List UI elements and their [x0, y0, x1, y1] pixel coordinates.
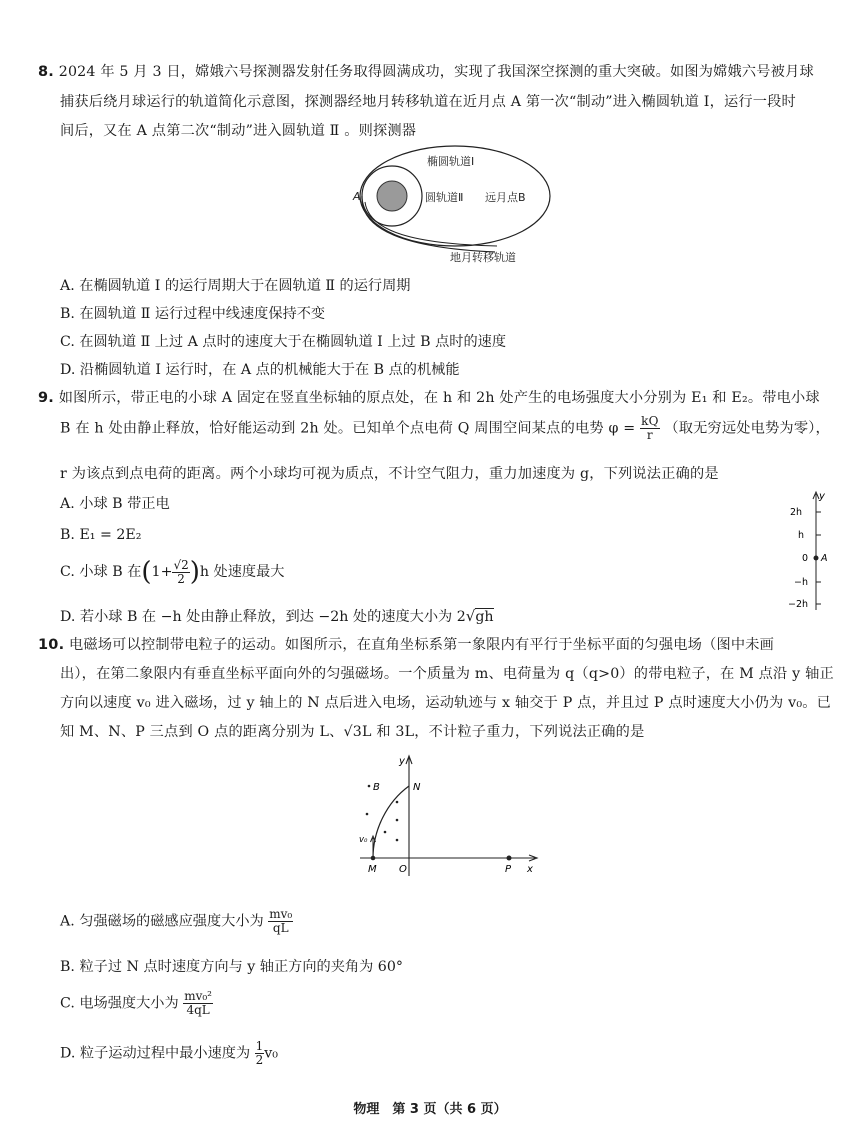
tick-label-2h: 2h [790, 507, 803, 518]
field-dot [396, 801, 399, 804]
q10-a-fraction [268, 908, 293, 935]
label-A: A [353, 190, 361, 203]
label-far-point: 远月点B [485, 191, 526, 204]
q8-orbit-diagram [345, 140, 555, 265]
sqrt2-num: √2 [173, 557, 189, 572]
tick-label-mh: −h [794, 577, 808, 588]
q9-d-sqrt: gh [475, 609, 494, 625]
q9-option-a: A. 小球 B 带正电 [60, 496, 170, 512]
q10-c-fraction [183, 990, 213, 1017]
q8-option-c: C. 在圆轨道 Ⅱ 上过 A 点时的速度大于在椭圆轨道 Ⅰ 上过 B 点时的速度 [60, 334, 507, 350]
q9-d-pre: D. 若小球 B 在 −h 处由静止释放，到达 −2h 处的速度大小为 2 [60, 609, 466, 625]
q10-option-b: B. 粒子过 N 点时速度方向与 y 轴正方向的夹角为 60° [60, 959, 403, 975]
q8-option-a: A. 在椭圆轨道 Ⅰ 的运行周期大于在圆轨道 Ⅱ 的运行周期 [60, 278, 411, 294]
q9-line1 [38, 387, 820, 407]
axis-label-x: x [527, 864, 533, 875]
q8-line2: 捕获后绕月球运行的轨道简化示意图，探测器经地月转移轨道在近月点 A 第一次“制动”进入椭圆轨道 Ⅰ，运行一段时 [60, 94, 796, 110]
q10-c-num: mv₀² [184, 989, 212, 1003]
moon [377, 181, 407, 211]
label-circle: 圆轨道Ⅱ [425, 191, 464, 204]
q10-line1 [38, 634, 774, 654]
page-footer: 物理 第 3 页（共 6 页） [353, 1102, 507, 1117]
particle-trajectory [373, 786, 409, 858]
q10-number: 10. [38, 637, 65, 653]
q9-text-2a: B 在 h 处由静止释放，恰好能运动到 2h 处。已知单个点电荷 Q 周围空间某点的电势 φ = [60, 420, 636, 437]
potential-fraction [640, 415, 660, 442]
sqrt2-fraction [172, 559, 189, 586]
field-dot [366, 813, 369, 816]
q9-number: 9. [38, 390, 54, 406]
q9-c-pre: C. 小球 B 在 [60, 564, 142, 580]
q10-a-den: qL [272, 921, 289, 935]
q8-text-1: 2024 年 5 月 3 日，嫦娥六号探测器发射任务取得圆满成功，实现了我国深空探测的重大突破。如图为嫦娥六号被月球 [58, 64, 814, 80]
label-v0: v₀ [359, 835, 368, 845]
q10-d-num: 1 [255, 1039, 264, 1053]
label-B: B [373, 782, 380, 793]
field-dot [384, 831, 387, 834]
q9-option-b: B. E₁ = 2E₂ [60, 527, 142, 543]
q8-option-b: B. 在圆轨道 Ⅱ 运行过程中线速度保持不变 [60, 306, 326, 322]
q10-c-pre: C. 电场强度大小为 [60, 995, 179, 1012]
charge-A [814, 556, 819, 561]
q8-line3: 间后，又在 A 点第二次“制动”进入圆轨道 Ⅱ 。则探测器 [60, 123, 417, 139]
q10-line2: 出），在第二象限内有垂直坐标平面向外的匀强磁场。一个质量为 m、电荷量为 q（q>0）的带电粒子，在 M 点沿 y 轴正 [60, 666, 834, 682]
q9-c-one: 1+ [151, 564, 173, 580]
tick-label-h: h [798, 530, 805, 541]
q10-d-post: v₀ [264, 1045, 278, 1062]
q10-option-a [60, 908, 293, 935]
q10-d-fraction [255, 1040, 265, 1067]
tick-label-m2h: −2h [788, 599, 809, 610]
q9-option-c: C. 小球 B 在(1+ $\frac{√2}{2}$ )h 处速度最大 [60, 557, 285, 587]
field-dot [368, 785, 371, 788]
q10-option-d [60, 1040, 278, 1067]
q10-a-pre: A. 匀强磁场的磁感应强度大小为 [60, 913, 264, 930]
label-P: P [505, 864, 512, 875]
q9-line2 [60, 415, 830, 442]
q10-a-num: mv₀ [269, 907, 293, 921]
q9-text-2b: （取无穷远处电势为零）， [664, 420, 830, 437]
axis-label-y: y [819, 491, 825, 502]
frac-den: r [646, 428, 653, 442]
field-dot [396, 839, 399, 842]
q10-text-1: 电磁场可以控制带电粒子的运动。如图所示，在直角坐标系第一象限内有平行于坐标平面的匀强电场（图中未画 [69, 637, 775, 653]
q9-c-post: h 处速度最大 [199, 564, 285, 580]
q8-number: 8. [38, 64, 54, 80]
q10-option-c [60, 990, 213, 1017]
q8-line1 [38, 61, 814, 81]
q10-line3: 方向以速度 v₀ 进入磁场，过 y 轴上的 N 点后进入电场，运动轨迹与 x 轴交于 P 点，并且过 P 点时速度大小仍为 v₀。已 [60, 695, 832, 711]
label-A: A [821, 553, 828, 564]
q10-line4: 知 M、N、P 三点到 O 点的距离分别为 L、√3L 和 3L，不计粒子重力，下列说法正确的是 [60, 724, 645, 740]
label-O: O [399, 864, 407, 875]
q10-c-den: 4qL [186, 1003, 210, 1017]
point-P [507, 856, 512, 861]
point-M [371, 856, 376, 861]
q10-d-pre: D. 粒子运动过程中最小速度为 [60, 1045, 251, 1062]
field-dot [396, 819, 399, 822]
q9-option-d: D. 若小球 B 在 −h 处由静止释放，到达 −2h 处的速度大小为 2√gh [60, 607, 494, 625]
sqrt2-den: 2 [177, 571, 185, 586]
q10-d-den: 2 [255, 1053, 264, 1067]
label-M: M [368, 864, 377, 875]
q9-line3: r 为该点到点电荷的距离。两个小球均可视为质点，不计空气阻力，重力加速度为 g，下列说法正确的是 [60, 466, 719, 482]
frac-num: kQ [641, 414, 659, 428]
q9-text-1: 如图所示，带正电的小球 A 固定在竖直坐标轴的原点处，在 h 和 2h 处产生的电场强度大小分别为 E₁ 和 E₂。带电小球 [58, 390, 820, 406]
q9-axis-diagram [786, 490, 836, 615]
label-N: N [413, 782, 421, 793]
tick-label-0: 0 [802, 553, 809, 564]
label-transfer: 地月转移轨道 [450, 251, 516, 264]
label-ellipse: 椭圆轨道Ⅰ [427, 155, 475, 168]
q10-field-diagram [355, 752, 545, 880]
axis-label-y: y [399, 756, 405, 767]
q8-option-d: D. 沿椭圆轨道 Ⅰ 运行时，在 A 点的机械能大于在 B 点的机械能 [60, 362, 460, 378]
